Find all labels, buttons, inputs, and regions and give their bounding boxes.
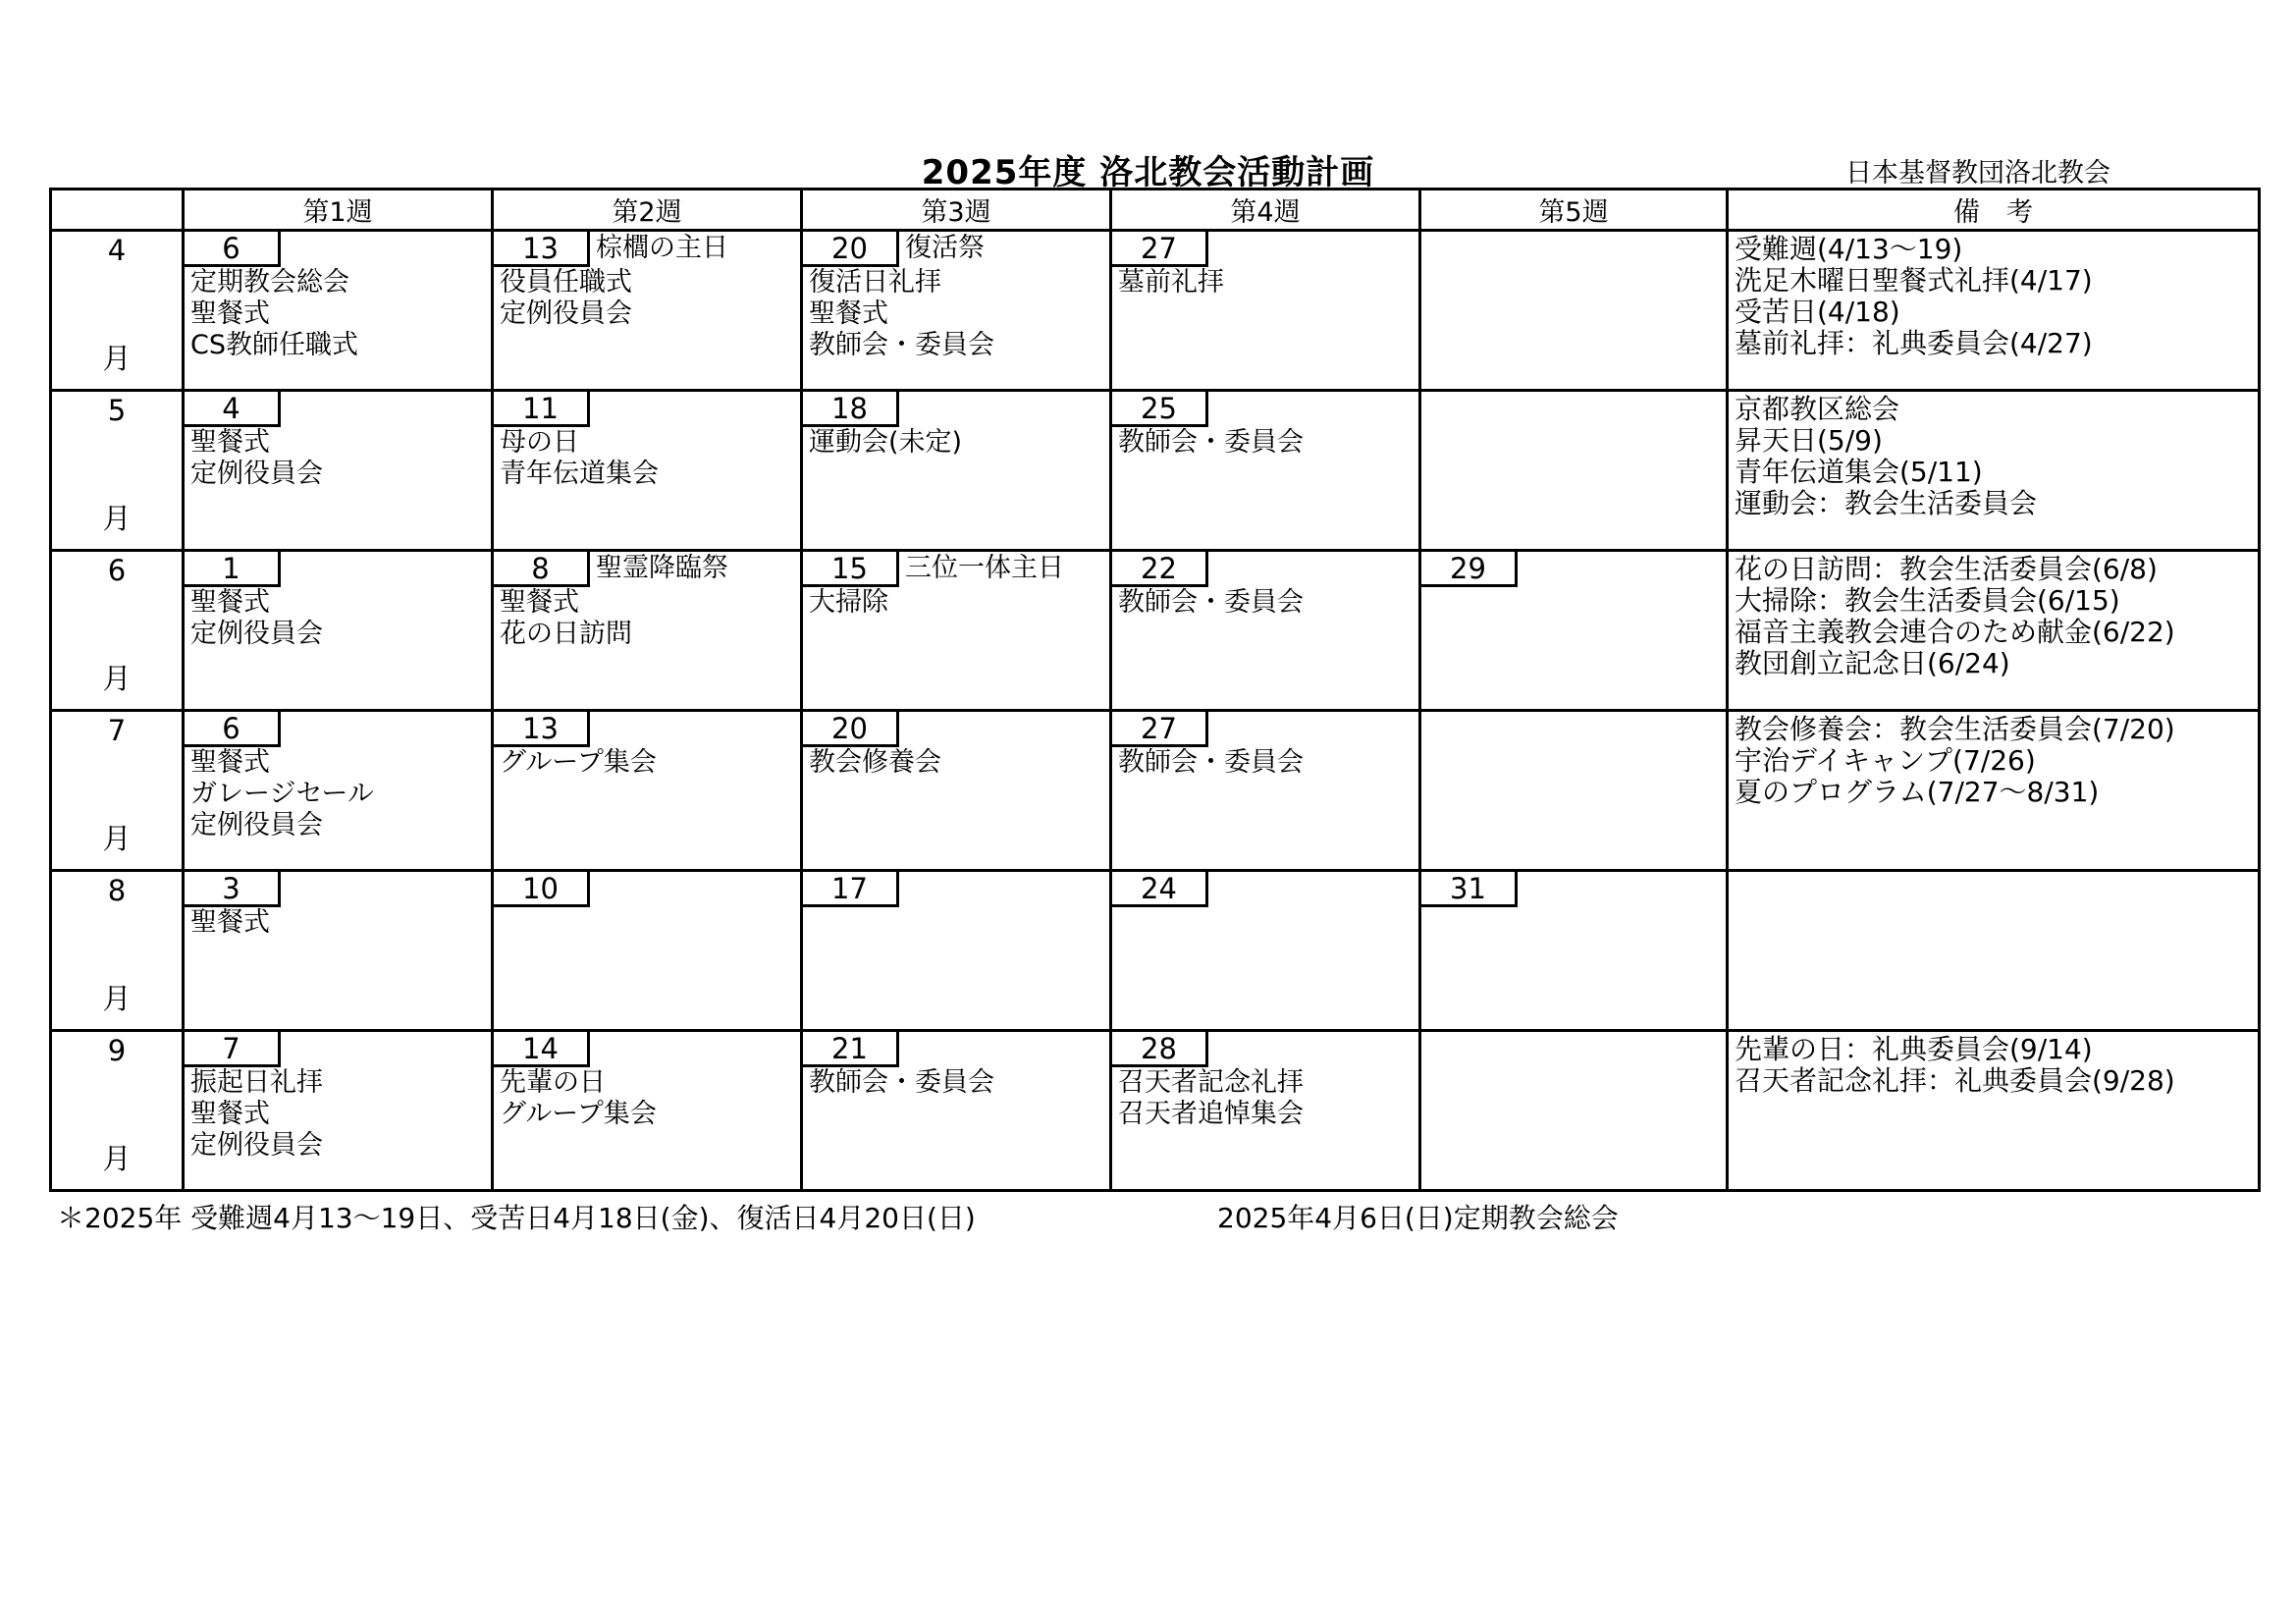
notes-cell [1728,871,2260,1031]
event-item: 聖餐式 [190,427,270,458]
month-row [51,871,2260,1031]
event-list [185,1067,491,1162]
week-cell [802,711,1111,871]
sunday-date: 20 [803,232,899,267]
week-cell [1111,391,1420,551]
sunday-date: 31 [1421,872,1518,907]
sunday-date: 22 [1112,552,1208,587]
event-item: 教師会・委員会 [1118,587,1304,618]
month-row [51,391,2260,551]
event-list [185,587,491,650]
notes-cell [1728,231,2260,391]
note-item: 京都教区総会 [1735,393,1900,425]
footer-note: ＊2025年 受難週4月13～19日、受苦日4月18日(金)、復活日4月20日(日) [57,1202,976,1234]
week3-column-header: 第3週 [802,189,1111,231]
event-item: 聖餐式 [190,587,270,618]
week-cell [1111,871,1420,1031]
event-item: グループ集会 [500,747,657,778]
sunday-date: 18 [803,392,899,427]
liturgical-day-label: 棕櫚の主日 [596,233,728,263]
week-cell [1420,551,1728,711]
event-item: ガレージセール [190,779,374,809]
month-row [51,1031,2260,1191]
event-item: 定例役員会 [190,459,323,489]
sunday-date: 6 [185,712,281,747]
month-number: 5 [107,394,127,427]
event-item: 召天者記念礼拝 [1118,1067,1304,1098]
sunday-date: 24 [1112,872,1208,907]
note-item: 青年伝道集会(5/11) [1735,456,1983,488]
week-cell [493,711,802,871]
sunday-date: 4 [185,392,281,427]
liturgical-day-label: 聖霊降臨祭 [596,553,728,583]
note-item: 運動会：教会生活委員会 [1735,487,2038,519]
week-cell [1420,231,1728,391]
week-cell [1111,231,1420,391]
month-number: 7 [107,714,127,747]
header-row [51,189,2260,231]
sunday-date: 25 [1112,392,1208,427]
notes-cell [1728,1031,2260,1191]
event-item: 母の日 [500,427,579,458]
event-item: 役員任職式 [500,267,632,298]
week-cell [184,871,493,1031]
event-list [803,1067,1109,1099]
week-cell [1111,551,1420,711]
event-list [185,907,491,939]
note-item: 教団創立記念日(6/24) [1735,647,2010,679]
month-cell [51,551,184,711]
event-list [1112,1067,1418,1130]
event-item: 定期教会総会 [190,267,349,298]
sunday-date: 15 [803,552,899,587]
week-cell [493,1031,802,1191]
event-item: CS教師任職式 [190,330,358,360]
event-list [494,1067,800,1130]
event-item: 青年伝道集会 [500,459,659,489]
week-cell [493,391,802,551]
event-item: 教師会・委員会 [809,330,994,360]
sunday-date: 7 [185,1032,281,1067]
month-suffix: 月 [102,1142,132,1175]
week-cell [802,391,1111,551]
event-list [185,267,491,361]
event-item: 聖餐式 [190,907,270,938]
week-cell [493,871,802,1031]
week-cell [184,711,493,871]
week-cell [802,1031,1111,1191]
month-row [51,551,2260,711]
week-cell [1420,871,1728,1031]
event-item: 教師会・委員会 [809,1067,994,1098]
event-list [185,747,491,841]
sunday-date: 29 [1421,552,1518,587]
note-item: 教会修養会：教会生活委員会(7/20) [1735,713,2175,745]
month-suffix: 月 [102,342,132,375]
event-list [1112,587,1418,619]
sunday-date: 27 [1112,712,1208,747]
notes-list [1729,392,2258,521]
month-cell [51,1031,184,1191]
notes-column-header: 備 考 [1728,189,2260,231]
week2-column-header: 第2週 [493,189,802,231]
week-cell [184,391,493,551]
event-list [1112,427,1418,459]
week-cell [1111,711,1420,871]
month-column-header [51,189,184,231]
event-item: 教師会・委員会 [1118,747,1304,778]
notes-list [1729,872,2258,876]
event-item: 定例役員会 [190,810,323,840]
note-item: 花の日訪問：教会生活委員会(6/8) [1735,553,2158,585]
event-item: 定例役員会 [500,298,632,329]
week-cell [802,231,1111,391]
event-item: 召天者追悼集会 [1118,1099,1304,1129]
liturgical-day-label: 復活祭 [905,233,985,263]
page-title: 2025年度 洛北教会活動計画 [921,153,1375,192]
week5-column-header: 第5週 [1420,189,1728,231]
event-item: 聖餐式 [500,587,579,618]
event-item: 定例役員会 [190,1130,323,1161]
note-item: 受苦日(4/18) [1735,296,1900,328]
event-item: 先輩の日 [500,1067,606,1098]
sunday-date: 8 [494,552,590,587]
notes-cell [1728,711,2260,871]
sunday-date: 10 [494,872,590,907]
month-suffix: 月 [102,662,132,695]
week-cell [493,231,802,391]
month-number: 9 [107,1034,127,1067]
sunday-date: 21 [803,1032,899,1067]
event-list [803,427,1109,459]
liturgical-day-label: 三位一体主日 [905,553,1064,583]
event-item: 大掃除 [809,587,888,618]
event-item: 教会修養会 [809,747,941,778]
sunday-date: 3 [185,872,281,907]
notes-list [1729,1032,2258,1099]
event-list [1112,747,1418,779]
week-cell [802,551,1111,711]
note-item: 受難週(4/13～19) [1735,233,1963,265]
event-item: 墓前礼拝 [1118,267,1224,298]
month-number: 4 [107,234,127,267]
note-item: 召天者記念礼拝：礼典委員会(9/28) [1735,1064,2175,1097]
week-cell [1420,711,1728,871]
note-item: 墓前礼拝：礼典委員会(4/27) [1735,327,2093,359]
week-cell [1420,1031,1728,1191]
event-item: 振起日礼拝 [190,1067,323,1098]
event-item: 花の日訪問 [500,619,632,649]
event-list [803,267,1109,361]
event-item: 聖餐式 [190,298,270,329]
event-item: グループ集会 [500,1099,657,1129]
event-list [494,267,800,330]
week-cell [184,551,493,711]
event-list [494,747,800,779]
organization-name: 日本基督教団洛北教会 [1845,158,2110,189]
sunday-date: 13 [494,232,590,267]
month-suffix: 月 [102,822,132,855]
week-cell [184,1031,493,1191]
note-item: 大掃除：教会生活委員会(6/15) [1735,584,2120,617]
sunday-date: 27 [1112,232,1208,267]
month-cell [51,871,184,1031]
event-item: 聖餐式 [190,1099,270,1129]
week-cell [493,551,802,711]
event-list [803,587,1109,619]
week1-column-header: 第1週 [184,189,493,231]
event-item: 聖餐式 [809,298,888,329]
event-list [185,427,491,490]
week-cell [1420,391,1728,551]
month-suffix: 月 [102,982,132,1015]
note-item: 洗足木曜日聖餐式礼拝(4/17) [1735,264,2093,297]
week-cell [1111,1031,1420,1191]
sunday-date: 14 [494,1032,590,1067]
event-list [494,427,800,490]
activity-calendar-table [49,188,2261,1192]
footer-general-meeting-note: 2025年4月6日(日)定期教会総会 [1217,1202,1619,1234]
event-item: 運動会(未定) [809,427,963,458]
sunday-date: 17 [803,872,899,907]
event-list [1112,267,1418,298]
sunday-date: 6 [185,232,281,267]
week4-column-header: 第4週 [1111,189,1420,231]
week-cell [184,231,493,391]
sunday-date: 20 [803,712,899,747]
sunday-date: 1 [185,552,281,587]
event-list [494,587,800,650]
month-number: 6 [107,554,127,587]
sunday-date: 13 [494,712,590,747]
sunday-date: 11 [494,392,590,427]
note-item: 福音主義教会連合のため献金(6/22) [1735,616,2175,648]
month-suffix: 月 [102,502,132,535]
note-item: 先輩の日：礼典委員会(9/14) [1735,1033,2093,1065]
notes-list [1729,552,2258,681]
month-number: 8 [107,874,127,907]
event-item: 復活日礼拝 [809,267,941,298]
month-row [51,711,2260,871]
event-item: 聖餐式 [190,747,270,778]
month-cell [51,391,184,551]
month-row [51,231,2260,391]
event-list [803,747,1109,779]
notes-cell [1728,391,2260,551]
event-item: 教師会・委員会 [1118,427,1304,458]
note-item: 宇治デイキャンプ(7/26) [1735,744,2036,777]
notes-list [1729,232,2258,361]
note-item: 夏のプログラム(7/27～8/31) [1735,776,2100,808]
month-cell [51,711,184,871]
note-item: 昇天日(5/9) [1735,424,1883,457]
notes-list [1729,712,2258,810]
event-item: 定例役員会 [190,619,323,649]
sunday-date: 28 [1112,1032,1208,1067]
notes-cell [1728,551,2260,711]
week-cell [802,871,1111,1031]
month-cell [51,231,184,391]
